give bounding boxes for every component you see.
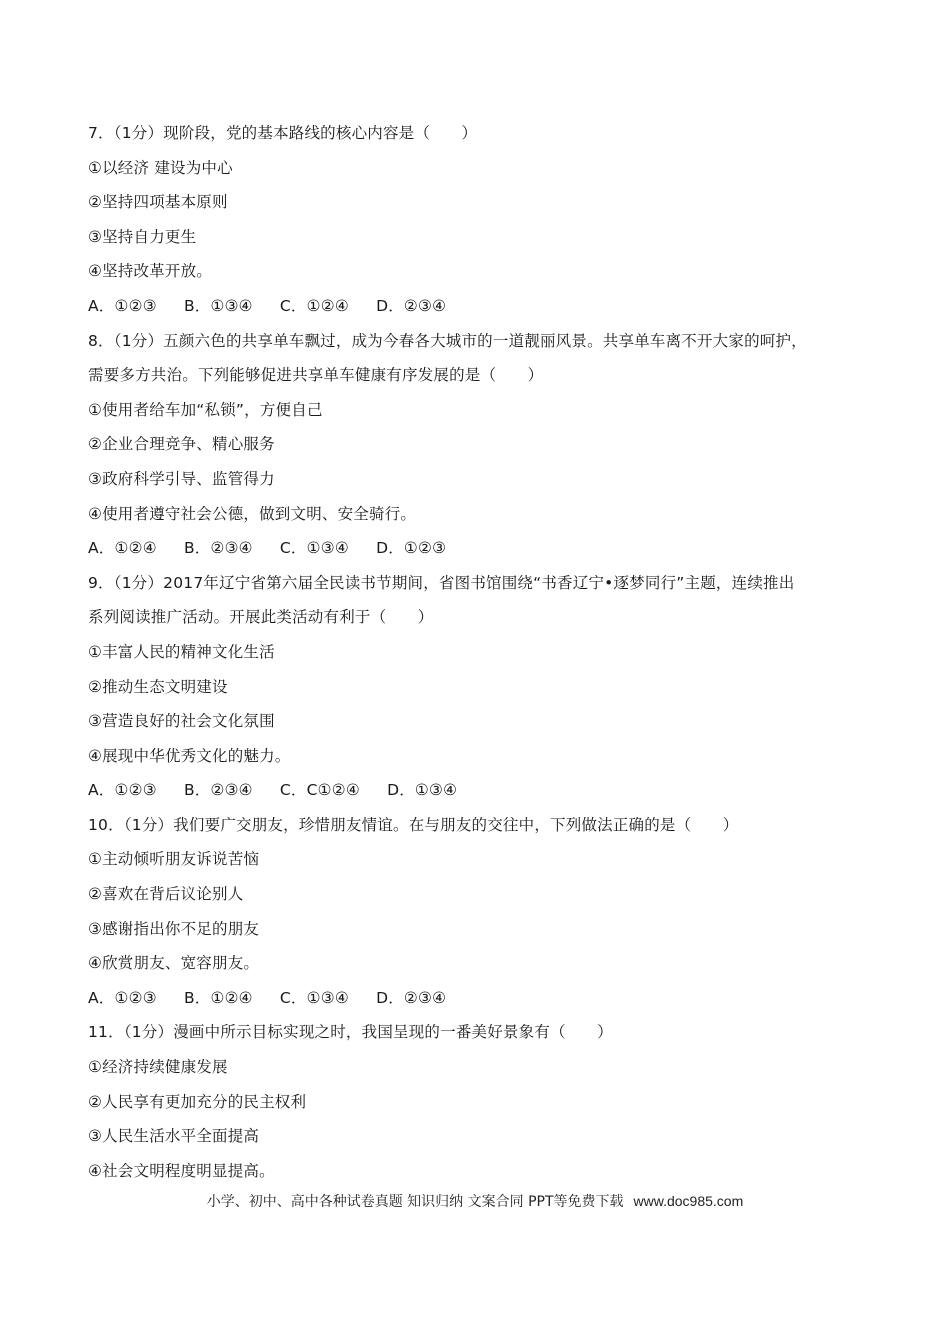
choice-option-c: C．①②④	[279, 296, 349, 315]
choice-option-d: D．①③④	[387, 781, 458, 800]
footer-site-link[interactable]: www.doc985.com	[633, 1193, 744, 1209]
page-footer	[0, 1190, 950, 1213]
answer-item: ③坚持自力更生	[88, 227, 197, 246]
choice-option-d: D．②③④	[376, 988, 447, 1007]
answer-item: ①使用者给车加“私锁”，方便自己	[88, 400, 323, 419]
question-stem: 11．（1分）漫画中所示目标实现之时，我国呈现的一番美好景象有（ ）	[88, 1023, 613, 1042]
choice-option-b: B．②③④	[183, 781, 253, 800]
question-7	[88, 116, 878, 324]
choice-option-a: A．①②④	[88, 539, 157, 558]
choice-option-a: A．①②③	[88, 988, 157, 1007]
answer-item: ①丰富人民的精神文化生活	[88, 642, 275, 661]
answer-item: ④展现中华优秀文化的魅力。	[88, 746, 291, 765]
choice-option-a: A．①②③	[88, 781, 157, 800]
answer-item: ③感谢指出你不足的朋友	[88, 919, 260, 938]
answer-item: ①经济持续健康发展	[88, 1058, 228, 1077]
answer-item: ③人民生活水平全面提高	[88, 1127, 260, 1146]
answer-item: ①以经济 建设为中心	[88, 158, 233, 177]
footer-text: 小学、初中、高中各种试卷真题 知识归纳 文案合同 PPT等免费下载	[206, 1194, 624, 1210]
question-stem: 10．（1分）我们要广交朋友，珍惜朋友情谊。在与朋友的交往中，下列做法正确的是（ ）	[88, 815, 739, 834]
answer-item: ②喜欢在背后议论别人	[88, 885, 244, 904]
question-stem: 8．（1分）五颜六色的共享单车飘过，成为今春各大城市的一道靓丽风景。共享单车离不开大家的呵护，	[88, 331, 807, 350]
answer-item: ②企业合理竞争、精心服务	[88, 435, 275, 454]
question-9	[88, 566, 878, 808]
question-stem: 7．（1分）现阶段，党的基本路线的核心内容是（ ）	[88, 124, 478, 142]
answer-item: ②推动生态文明建设	[88, 677, 228, 696]
choice-option-d: D．①②③	[376, 539, 447, 558]
question-list	[88, 116, 878, 1188]
question-8	[88, 324, 878, 566]
choice-options	[88, 981, 878, 1016]
answer-item: ③营造良好的社会文化氛围	[88, 712, 275, 731]
question-stem: 9．（1分）2017年辽宁省第六届全民读书节期间，省图书馆围绕“书香辽宁•逐梦同行”主题，连续推出	[88, 573, 795, 592]
choice-options	[88, 773, 878, 808]
answer-item: ①主动倾听朋友诉说苦恼	[88, 850, 260, 869]
choice-option-d: D．②③④	[376, 296, 447, 315]
choice-option-c: C．C①②④	[279, 781, 360, 800]
question-stem-continued: 系列阅读推广活动。开展此类活动有利于（ ）	[88, 608, 434, 627]
question-10	[88, 808, 878, 1016]
answer-item: ④社会文明程度明显提高。	[88, 1161, 275, 1180]
choice-option-b: B．②③④	[183, 539, 253, 558]
choice-option-a: A．①②③	[88, 296, 157, 315]
choice-option-b: B．①②④	[183, 988, 253, 1007]
answer-item: ④使用者遵守社会公德，做到文明、安全骑行。	[88, 504, 417, 523]
choice-options	[88, 531, 878, 566]
answer-item: ④欣赏朋友、宽容朋友。	[88, 954, 260, 973]
choice-option-c: C．①③④	[279, 539, 349, 558]
question-11	[88, 1015, 878, 1188]
choice-option-c: C．①③④	[279, 988, 349, 1007]
answer-item: ②坚持四项基本原则	[88, 193, 228, 212]
answer-item: ④坚持改革开放。	[88, 262, 212, 281]
question-stem-continued: 需要多方共治。下列能够促进共享单车健康有序发展的是（ ）	[88, 366, 544, 385]
choice-options	[88, 289, 878, 324]
choice-option-b: B．①③④	[183, 296, 253, 315]
answer-item: ③政府科学引导、监管得力	[88, 469, 275, 488]
answer-item: ②人民享有更加充分的民主权利	[88, 1092, 307, 1111]
